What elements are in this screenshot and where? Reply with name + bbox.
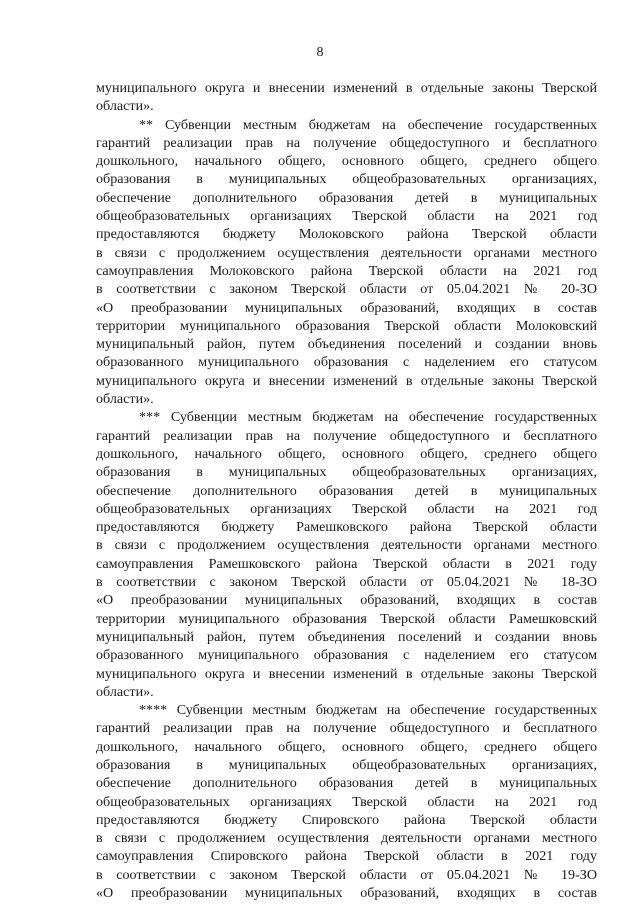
text-line: в соответствии с законом Тверской области от 05.04.2021 № 19-ЗО xyxy=(96,866,597,883)
text-line: в связи с продолжением осуществления деятельности органами местного xyxy=(96,244,597,261)
text-line: **** Субвенции местным бюджетам на обеспечение государственных xyxy=(139,702,597,719)
body-text xyxy=(96,79,597,902)
text-line: муниципальный район, путем объединения поселений и создании вновь xyxy=(96,628,597,645)
text-line: в связи с продолжением осуществления деятельности органами местного xyxy=(96,830,597,847)
text-line: территории муниципального образования Тверской области Рамешковский xyxy=(96,610,597,627)
text-line: общеобразовательных организациях Тверской области на 2021 год xyxy=(96,500,597,517)
text-line: самоуправления Молоковского района Тверской области на 2021 год xyxy=(96,262,597,279)
text-line: в соответствии с законом Тверской области от 05.04.2021 № 20-ЗО xyxy=(96,281,597,298)
text-line: образования в муниципальных общеобразовательных организациях, xyxy=(96,464,597,481)
text-line: муниципальный район, путем объединения поселений и создании вновь xyxy=(96,336,597,353)
text-line: муниципального округа и внесении изменений в отдельные законы Тверской xyxy=(96,80,597,96)
page-number: 8 xyxy=(316,45,324,60)
text-line: *** Субвенции местным бюджетам на обеспечение государственных xyxy=(139,409,597,426)
text-line: дошкольного, начального общего, основного общего, среднего общего xyxy=(96,445,597,462)
text-line: «О преобразовании муниципальных образований, входящих в состав xyxy=(96,299,597,316)
text-line: предоставляются бюджету Рамешковского района Тверской области xyxy=(96,519,597,536)
text-line: обеспечение дополнительного образования детей в муниципальных xyxy=(96,775,597,792)
text-line: образования в муниципальных общеобразовательных организациях, xyxy=(96,171,597,188)
text-line: муниципального округа и внесении изменений в отдельные законы Тверской xyxy=(96,372,597,389)
text-line: в связи с продолжением осуществления деятельности органами местного xyxy=(96,537,597,554)
text-line: области». xyxy=(96,98,154,115)
text-line: образованного муниципального образования с наделением его статусом xyxy=(96,647,597,664)
text-line: гарантий реализации прав на получение общедоступного и бесплатного xyxy=(96,720,597,737)
text-line: «О преобразовании муниципальных образований, входящих в состав xyxy=(96,885,597,902)
text-line: области». xyxy=(96,391,154,408)
text-line: гарантий реализации прав на получение общедоступного и бесплатного xyxy=(96,134,597,151)
text-line: ** Субвенции местным бюджетам на обеспечение государственных xyxy=(139,116,597,133)
text-line: дошкольного, начального общего, основного общего, среднего общего xyxy=(96,153,597,170)
text-line: образования в муниципальных общеобразовательных организациях, xyxy=(96,756,597,773)
text-line: гарантий реализации прав на получение общедоступного и бесплатного xyxy=(96,427,597,444)
text-line: муниципального округа и внесении изменений в отдельные законы Тверской xyxy=(96,665,597,682)
text-line: «О преобразовании муниципальных образований, входящих в состав xyxy=(96,592,597,609)
text-line: дошкольного, начального общего, основного общего, среднего общего xyxy=(96,738,597,755)
text-line: образованного муниципального образования с наделением его статусом xyxy=(96,354,597,371)
text-line: области». xyxy=(96,683,154,700)
text-line: общеобразовательных организациях Тверской области на 2021 год xyxy=(96,793,597,810)
text-line: самоуправления Рамешковского района Тверской области в 2021 году xyxy=(96,555,597,572)
text-line: общеобразовательных организациях Тверской области на 2021 год xyxy=(96,208,597,225)
text-line: предоставляются бюджету Молоковского района Тверской области xyxy=(96,226,597,243)
text-line: обеспечение дополнительного образования детей в муниципальных xyxy=(96,189,597,206)
text-line: в соответствии с законом Тверской области от 05.04.2021 № 18-ЗО xyxy=(96,574,597,591)
text-line: самоуправления Спировского района Тверской области в 2021 году xyxy=(96,848,597,865)
text-line: обеспечение дополнительного образования детей в муниципальных xyxy=(96,482,597,499)
text-line: территории муниципального образования Тверской области Молоковский xyxy=(96,317,597,334)
text-line: предоставляются бюджету Спировского района Тверской области xyxy=(96,811,597,828)
